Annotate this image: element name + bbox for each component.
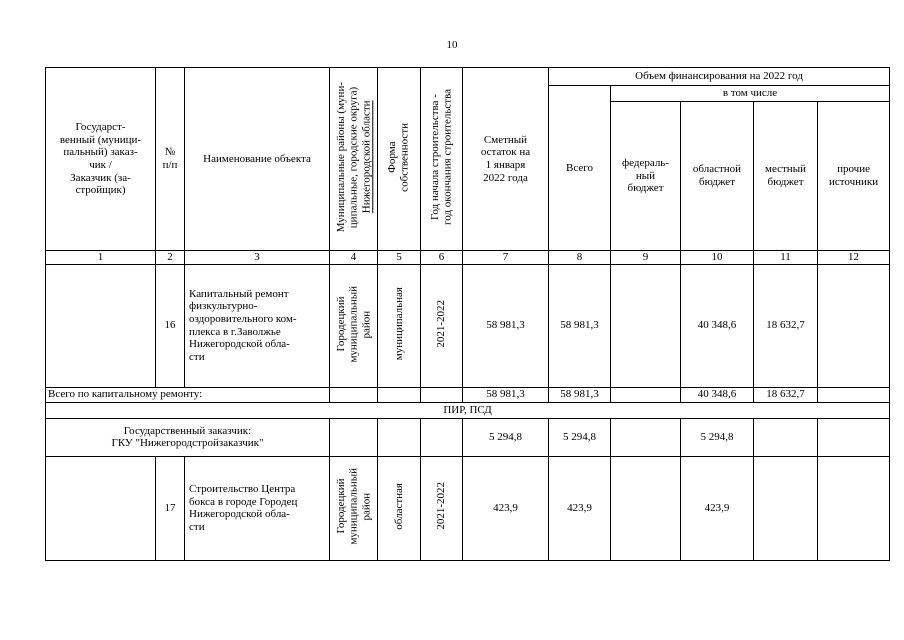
- col-number: 5: [378, 251, 421, 265]
- col-number: 3: [185, 251, 330, 265]
- row16-local: 18 632,7: [754, 264, 818, 387]
- subtotal-total: 58 981,3: [549, 387, 611, 402]
- row16-federal: [611, 264, 681, 387]
- row17-balance: 423,9: [463, 456, 549, 560]
- row16-name: Капитальный ремонт физкультурно- оздоровительного ком- плекса в г.Заволжье Нижегородской обла- сти: [185, 264, 330, 387]
- section-title: ПИР, ПСД: [46, 402, 890, 418]
- col-number: 7: [463, 251, 549, 265]
- page-number: 10: [446, 39, 458, 51]
- row17-district: Городецкий муниципальный район: [330, 456, 378, 560]
- header-estimate-balance: Сметный остаток на 1 января 2022 года: [463, 68, 549, 251]
- row17-num: 17: [156, 456, 185, 560]
- header-num: № п/п: [156, 68, 185, 251]
- row16-years: 2021-2022: [421, 264, 463, 387]
- col-number: 11: [754, 251, 818, 265]
- row17-years: 2021-2022: [421, 456, 463, 560]
- col-number: 4: [330, 251, 378, 265]
- state-customer-total: 5 294,8: [549, 418, 611, 456]
- subtotal-row: [46, 387, 890, 402]
- col-number: 2: [156, 251, 185, 265]
- row16-num: 16: [156, 264, 185, 387]
- col-number: 12: [818, 251, 890, 265]
- table-row: [46, 264, 890, 387]
- row16-regional: 40 348,6: [681, 264, 754, 387]
- header-years: Год начала строительства - год окончания строительства: [421, 68, 463, 251]
- subtotal-local: 18 632,7: [754, 387, 818, 402]
- row16-ownership: муниципальная: [378, 264, 421, 387]
- row17-total: 423,9: [549, 456, 611, 560]
- subtotal-regional: 40 348,6: [681, 387, 754, 402]
- state-customer-label: Государственный заказчик: ГКУ "Нижегородстройзаказчик": [46, 418, 330, 456]
- header-ownership: Форма собственности: [378, 68, 421, 251]
- financing-table: [45, 67, 890, 561]
- state-customer-regional: 5 294,8: [681, 418, 754, 456]
- row17-regional: 423,9: [681, 456, 754, 560]
- header-financing: Объем финансирования на 2022 год: [549, 68, 890, 86]
- col-number: 1: [46, 251, 156, 265]
- row16-total: 58 981,3: [549, 264, 611, 387]
- col-number: 6: [421, 251, 463, 265]
- subtotal-balance: 58 981,3: [463, 387, 549, 402]
- header-other: прочие источники: [818, 102, 890, 251]
- header-districts: Муниципальные районы (муни- ципальные, городские округа) Нижегородской области: [330, 68, 378, 251]
- row16-customer: [46, 264, 156, 387]
- row16-district: Городецкий муниципальный район: [330, 264, 378, 387]
- header-regional: областной бюджет: [681, 102, 754, 251]
- table-row: [46, 456, 890, 560]
- row17-ownership: областная: [378, 456, 421, 560]
- subtotal-label: Всего по капитальному ремонту:: [46, 387, 330, 402]
- col-number: 8: [549, 251, 611, 265]
- row16-balance: 58 981,3: [463, 264, 549, 387]
- state-customer-balance: 5 294,8: [463, 418, 549, 456]
- row16-other: [818, 264, 890, 387]
- header-object-name: Наименование объекта: [185, 68, 330, 251]
- row17-customer: [46, 456, 156, 560]
- header-including: в том числе: [611, 86, 890, 102]
- col-number: 9: [611, 251, 681, 265]
- header-local: местный бюджет: [754, 102, 818, 251]
- header-total: Всего: [549, 86, 611, 251]
- row17-name: Строительство Центра бокса в городе Городец Нижегородской обла- сти: [185, 456, 330, 560]
- header-federal: федераль- ный бюджет: [611, 102, 681, 251]
- col-number: 10: [681, 251, 754, 265]
- state-customer-row: [46, 418, 890, 456]
- header-customer: Государст- венный (муници- пальный) заказ- чик / Заказчик (за- стройщик): [46, 68, 156, 251]
